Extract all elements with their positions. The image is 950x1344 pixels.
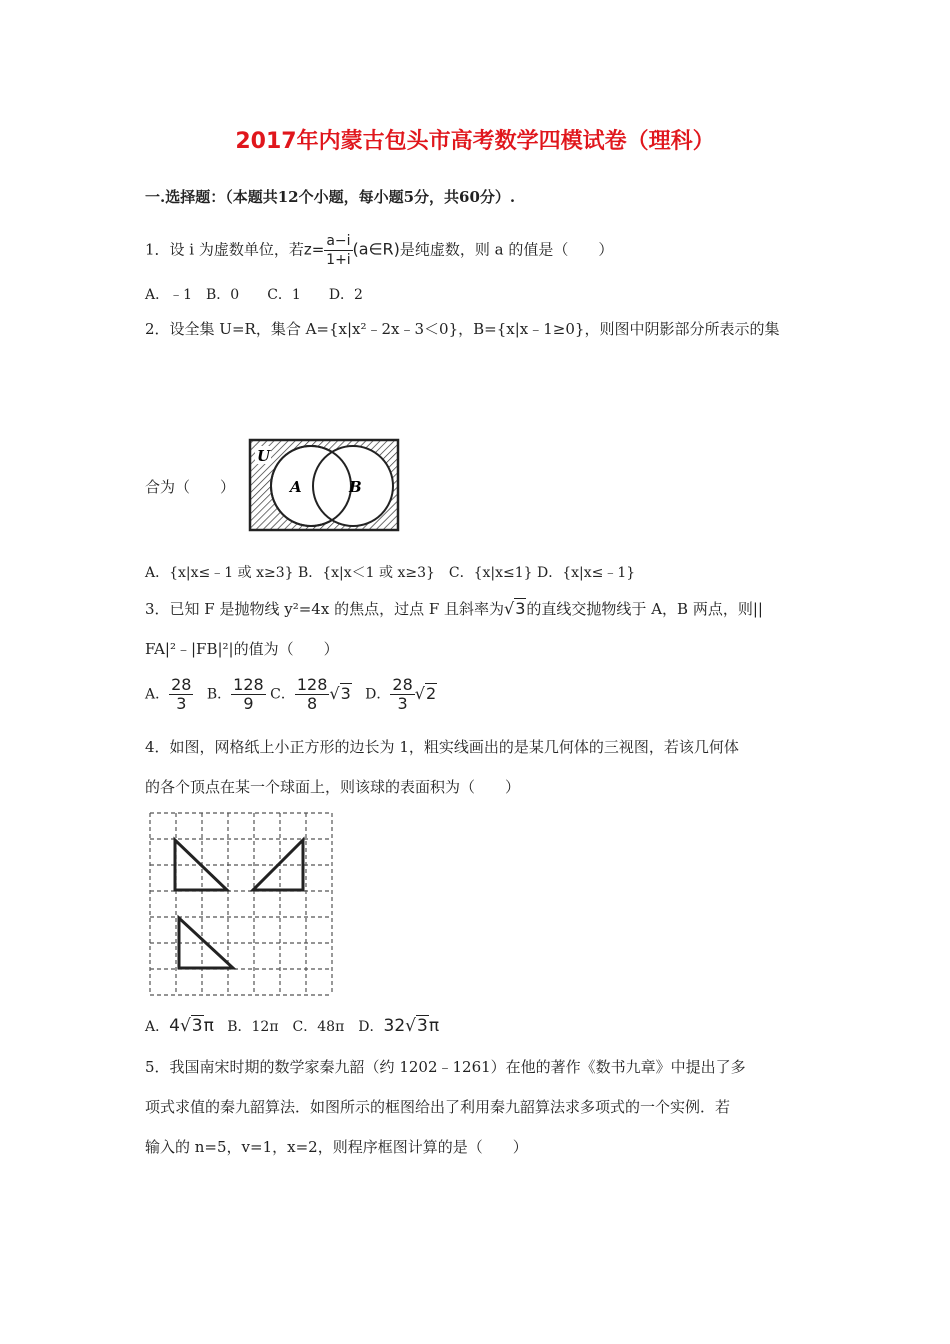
q1-options: A．﹣1 B．0 C．1 D．2 bbox=[145, 287, 363, 303]
q4-line1: 4．如图，网格纸上小正方形的边长为 1，粗实线画出的是某几何体的三视图，若该几何体 bbox=[145, 738, 739, 756]
q4-options bbox=[145, 1016, 439, 1036]
front-view-triangle bbox=[175, 840, 227, 890]
q2-options: A．{x|x≤﹣1 或 x≥3} B．{x|x＜1 或 x≥3} C．{x|x≤1} D．{x|x≤﹣1} bbox=[145, 565, 636, 581]
venn-diagram bbox=[248, 438, 400, 532]
q3-sqrt3: √3 bbox=[504, 599, 526, 618]
q4-line2: 的各个顶点在某一个球面上，则该球的表面积为（ ） bbox=[145, 778, 521, 796]
q5-line1: 5．我国南宋时期的数学家秦九韶（约 1202﹣1261）在他的著作《数书九章》中提出了多 bbox=[145, 1058, 746, 1076]
page-title: 2017年内蒙古包头市高考数学四模试卷（理科） bbox=[235, 129, 715, 154]
question-1 bbox=[145, 232, 613, 269]
q2-line1: 2．设全集 U=R，集合 A={x|x²﹣2x﹣3＜0}，B={x|x﹣1≥0}，则图中阴影部分所表示的集 bbox=[145, 320, 780, 338]
side-view-triangle bbox=[253, 840, 303, 890]
q1-prefix: 1．设 i 为虚数单位，若 bbox=[145, 240, 304, 259]
q4-option-a-label: A． bbox=[145, 1019, 170, 1035]
q3-option-a-label: A． bbox=[145, 686, 170, 703]
q2-line2: 合为（ ） bbox=[145, 478, 236, 496]
q3-option-c-radical: √3 bbox=[329, 683, 351, 703]
q3-option-c-label: C． bbox=[270, 686, 295, 703]
q1-z-label: z= bbox=[303, 240, 325, 259]
q3-option-d-value: $\frac{28}{3}$ bbox=[392, 675, 413, 713]
q3-option-c-value: $\frac{128}{8}$ bbox=[296, 675, 328, 713]
q1-numerator: a−i bbox=[326, 233, 351, 249]
q3-option-a-value: $\frac{28}{3}$ bbox=[171, 675, 192, 713]
q4-options-b-c: B．12π C．48π D． bbox=[227, 1019, 384, 1035]
q3-option-d-radical: √2 bbox=[414, 683, 437, 703]
q1-fraction bbox=[324, 232, 352, 269]
q1-suffix: 是纯虚数，则 a 的值是（ ） bbox=[399, 240, 614, 259]
q4-option-d-value: 32√3π bbox=[383, 1016, 440, 1036]
q1-denominator: 1+i bbox=[326, 252, 351, 268]
q3-line2: FA|²﹣|FB|²|的值为（ ） bbox=[145, 640, 339, 658]
section-heading: 一.选择题：（本题共12个小题，每小题5分，共60分）. bbox=[145, 188, 516, 206]
q3-line1-a: 3．已知 F 是抛物线 y²=4x 的焦点，过点 F 且斜率为 bbox=[145, 600, 505, 618]
q3-option-b-label: B． bbox=[206, 686, 232, 703]
q1-condition: (a∈R) bbox=[352, 239, 400, 259]
venn-label-a: A bbox=[290, 478, 302, 496]
q5-line2: 项式求值的秦九韶算法．如图所示的框图给出了利用秦九韶算法求多项式的一个实例．若 bbox=[145, 1098, 731, 1116]
q3-options bbox=[145, 676, 437, 713]
q3-line1-b: 的直线交抛物线于 A，B 两点，则|| bbox=[526, 600, 763, 618]
three-view-grid-figure bbox=[145, 808, 335, 1000]
venn-label-u: U bbox=[257, 447, 271, 465]
q3-line1 bbox=[145, 598, 763, 619]
q3-option-d-label: D． bbox=[365, 686, 391, 703]
q5-line3: 输入的 n=5，v=1，x=2，则程序框图计算的是（ ） bbox=[145, 1138, 528, 1156]
venn-label-b: B bbox=[349, 478, 362, 496]
q4-option-a-value: 4√3π bbox=[169, 1016, 214, 1036]
q3-option-b-value: $\frac{128}{9}$ bbox=[233, 675, 264, 713]
